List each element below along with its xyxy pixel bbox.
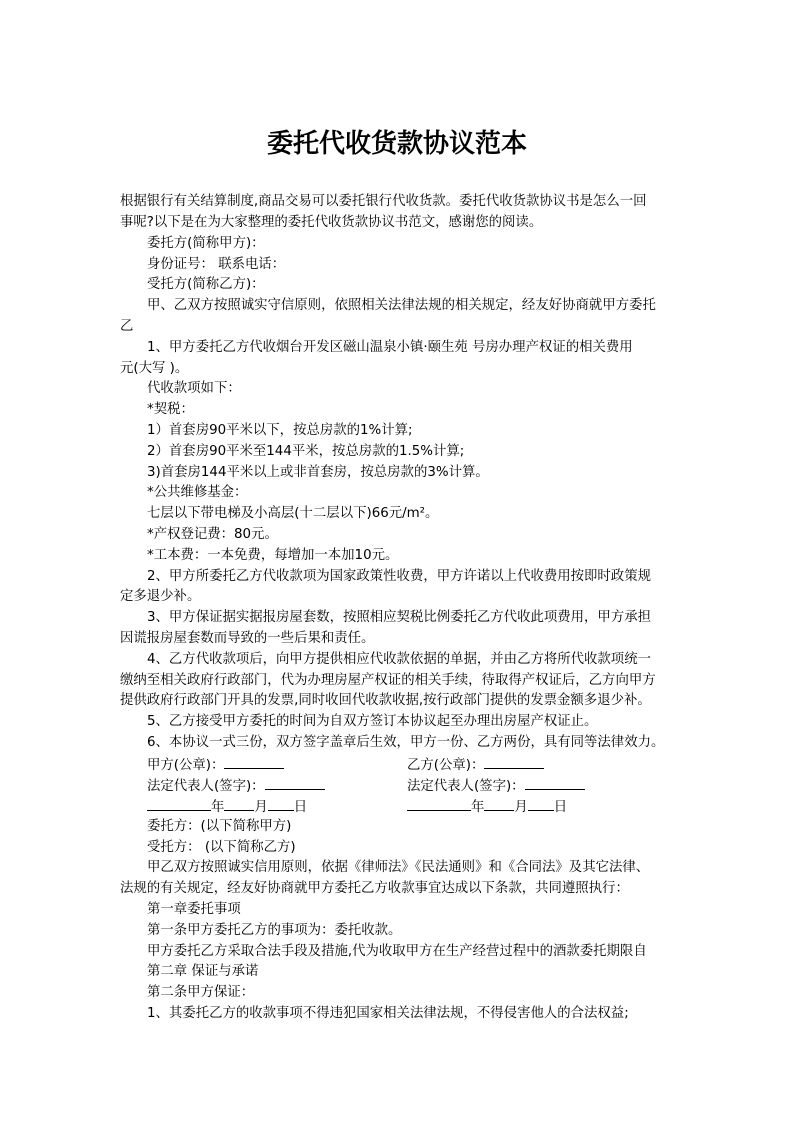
rep-a-label: 法定代表人(签字)： [147, 779, 265, 794]
chapter-2-heading: 第二章 保证与承诺 [147, 964, 259, 979]
principal-label: 委托方(简称甲方)： [147, 236, 265, 251]
deed-tax-item: 2）首套房90平米至144平米，按总房款的1.5%计算; [147, 444, 465, 459]
rep-b [407, 775, 585, 797]
id-phone-label: 身份证号： 联系电话： [147, 257, 286, 272]
date-b-day-blank[interactable] [528, 796, 554, 811]
agent-label: 受托方(简称乙方)： [147, 277, 265, 292]
clause-2-line: 定多退少补。 [120, 589, 201, 604]
clause-4-line: 4、乙方代收款项后，向甲方提供相应代收款依据的单据，并由乙方将所代收款项统一 [147, 652, 651, 667]
paragraph-line: 乙 [120, 319, 134, 334]
intro-line-2: 事呢?以下是在为大家整理的委托代收货款协议书范文，感谢您的阅读。 [120, 215, 543, 230]
maintenance-fund-heading: *公共维修基金： [147, 485, 248, 500]
production-fee-item: *工本费：一本免费，每增加一本加10元。 [147, 548, 399, 563]
date-b-year-blank[interactable] [407, 796, 471, 811]
document-title: 委托代收货款协议范本 [266, 129, 527, 159]
deed-tax-heading: *契税： [147, 402, 194, 417]
paragraph-line: 甲、乙双方按照诚实守信原则，依照相关法律法规的相关规定，经友好协商就甲方委托 [147, 298, 656, 313]
principal-line: 委托方：(以下简称甲方) [147, 819, 292, 834]
date-a-day-label: 日 [293, 800, 308, 815]
party-b-seal-label: 乙方(公章)： [407, 758, 485, 773]
clause-5-line: 5、乙方接受甲方委托的时间为自双方签订本协议起至办理出房屋产权证止。 [147, 714, 598, 729]
deed-tax-item: 3)首套房144平米以上或非首套房，按总房款的3%计算。 [147, 465, 489, 480]
article-1-line: 甲方委托乙方采取合法手段及措施,代为收取甲方在生产经营过程中的酒款委托期限自 [147, 944, 647, 959]
clause-3-line: 3、甲方保证据实据报房屋套数，按照相应契税比例委托乙方代收此项费用，甲方承担 [147, 610, 651, 625]
article-2-item-1: 1、其委托乙方的收款事项不得违犯国家相关法律法规，不得侵害他人的合法权益; [147, 1006, 629, 1021]
party-b-seal [407, 754, 544, 776]
intro-line-1: 根据银行有关结算制度,商品交易可以委托银行代收货款。委托代收货款协议书是怎么一回 [120, 194, 647, 209]
clause-1-line: 1、甲方委托乙方代收烟台开发区磁山温泉小镇·颐生苑 号房办理产权证的相关费用 [147, 340, 633, 355]
agreement-line: 法规的有关规定，经友好协商就甲方委托乙方收款事宜达成以下条款，共同遵照执行： [120, 881, 629, 896]
party-a-seal-blank[interactable] [224, 754, 284, 769]
date-a-year-label: 年 [211, 800, 225, 815]
items-heading: 代收款项如下： [147, 381, 241, 396]
chapter-1-heading: 第一章委托事项 [147, 902, 241, 917]
date-a-year-blank[interactable] [147, 796, 211, 811]
article-2-heading: 第二条甲方保证： [147, 985, 255, 1000]
representative-row [0, 775, 794, 797]
date-b-month-label: 月 [514, 800, 528, 815]
date-b-year-label: 年 [471, 800, 485, 815]
date-a-day-blank[interactable] [268, 796, 294, 811]
date-b [407, 796, 567, 818]
clause-2-line: 2、甲方所委托乙方代收款项为国家政策性收费，甲方许诺以上代收费用按即时政策规 [147, 569, 651, 584]
maintenance-fund-item: 七层以下带电梯及小高层(十二层以下)66元/m²。 [147, 506, 439, 521]
date-b-day-label: 日 [553, 800, 568, 815]
clause-6-line: 6、本协议一式三份，双方签字盖章后生效，甲方一份、乙方两份，具有同等法律效力。 [147, 735, 665, 750]
rep-b-blank[interactable] [525, 775, 585, 790]
party-a-seal-label: 甲方(公章)： [147, 758, 225, 773]
date-a-month-blank[interactable] [224, 796, 254, 811]
registration-fee-item: *产权登记费：80元。 [147, 527, 278, 542]
clause-3-line: 因谎报房屋套数而导致的一些后果和责任。 [120, 631, 375, 646]
date-a-month-label: 月 [254, 800, 268, 815]
party-b-seal-blank[interactable] [484, 754, 544, 769]
deed-tax-item: 1）首套房90平米以下，按总房款的1%计算; [147, 423, 413, 438]
clause-4-line: 缴纳至相关政府行政部门，代为办理房屋产权证的相关手续，待取得产权证后，乙方向甲方 [120, 673, 656, 688]
rep-a-blank[interactable] [265, 775, 325, 790]
article-1-line: 第一条甲方委托乙方的事项为：委托收款。 [147, 923, 402, 938]
date-b-month-blank[interactable] [484, 796, 514, 811]
agreement-line: 甲乙双方按照诚实信用原则，依据《律师法》《民法通则》和《合同法》及其它法律、 [147, 860, 650, 875]
rep-b-label: 法定代表人(签字)： [407, 779, 525, 794]
seal-row [0, 754, 794, 776]
agent-line: 受托方： (以下简称乙方) [147, 840, 296, 855]
clause-4-line: 提供政府行政部门开具的发票,同时收回代收款收据,按行政部门提供的发票金额多退少补。 [120, 693, 651, 708]
clause-1-line: 元(大写 )。 [120, 361, 189, 376]
date-row [0, 796, 794, 818]
